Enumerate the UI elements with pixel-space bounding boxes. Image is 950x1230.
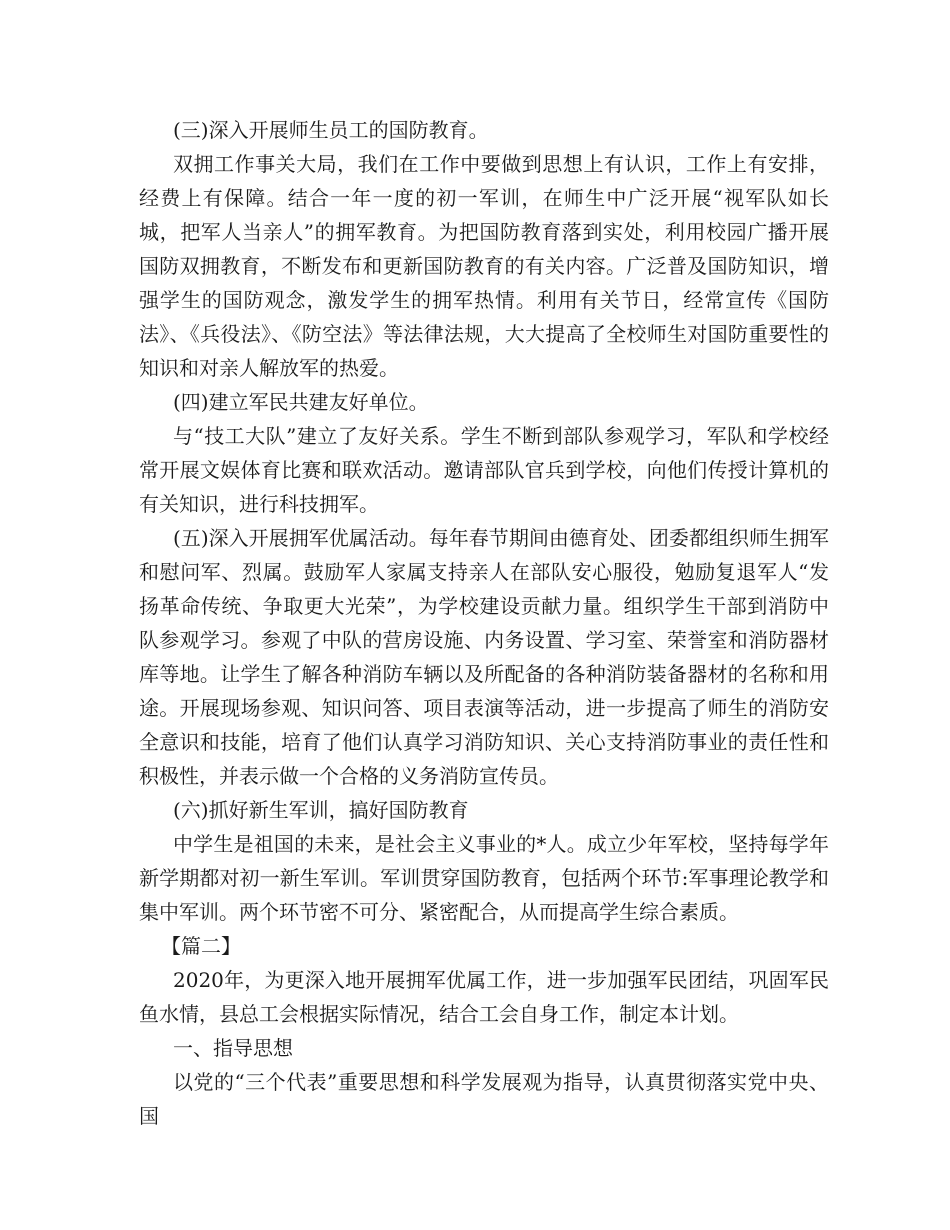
section-heading-4: (四)建立军民共建友好单位。 <box>173 390 429 414</box>
paragraph: 中学生是祖国的未来，是社会主义事业的*人。成立少年军校，坚持每学年新学期都对初一新生军训。军训贯穿国防教育，包括两个环节:军事理论教学和集中军训。两个环节密不可分、紧密配合，从而提高学生综合素质。 <box>139 832 829 924</box>
document-body <box>139 113 829 1133</box>
paragraph: 双拥工作事关大局，我们在工作中要做到思想上有认识，工作上有安排，经费上有保障。结合一年一度的初一军训，在师生中广泛开展“视军队如长城，把军人当亲人”的拥军教育。为把国防教育落到实处，利用校园广播开展国防双拥教育，不断发布和更新国防教育的有关内容。广泛普及国防知识，增强学生的国防观念，激发学生的拥军热情。利用有关节日，经常宣传《国防法》、《兵役法》、《防空法》等法律法规，大大提高了全校师生对国防重要性的知识和对亲人解放军的热爱。 <box>139 152 829 380</box>
chapter-title: 【篇二】 <box>161 934 241 958</box>
section-heading-guiding-ideology: 一、指导思想 <box>173 1036 293 1060</box>
paragraph: 2020年，为更深入地开展拥军优属工作，进一步加强军民团结，巩固军民鱼水情，县总工会根据实际情况，结合工会自身工作，制定本计划。 <box>139 968 829 1026</box>
section-heading-6: (六)抓好新生军训，搞好国防教育 <box>173 798 469 822</box>
paragraph: 与“技工大队”建立了友好关系。学生不断到部队参观学习，军队和学校经常开展文娱体育比赛和联欢活动。邀请部队官兵到学校，向他们传授计算机的有关知识，进行科技拥军。 <box>139 424 829 516</box>
paragraph: 以党的“三个代表”重要思想和科学发展观为指导，认真贯彻落实党中央、国 <box>139 1070 829 1128</box>
section-heading-3: (三)深入开展师生员工的国防教育。 <box>173 118 489 142</box>
paragraph: (五)深入开展拥军优属活动。每年春节期间由德育处、团委都组织师生拥军和慰问军、烈属。鼓励军人家属支持亲人在部队安心服役，勉励复退军人“发扬革命传统、争取更大光荣”，为学校建设贡献力量。组织学生干部到消防中队参观学习。参观了中队的营房设施、内务设置、学习室、荣誉室和消防器材库等地。让学生了解各种消防车辆以及所配备的各种消防装备器材的名称和用途。开展现场参观、知识问答、项目表演等活动，进一步提高了师生的消防安全意识和技能，培育了他们认真学习消防知识、关心支持消防事业的责任性和积极性，并表示做一个合格的义务消防宣传员。 <box>139 526 829 788</box>
